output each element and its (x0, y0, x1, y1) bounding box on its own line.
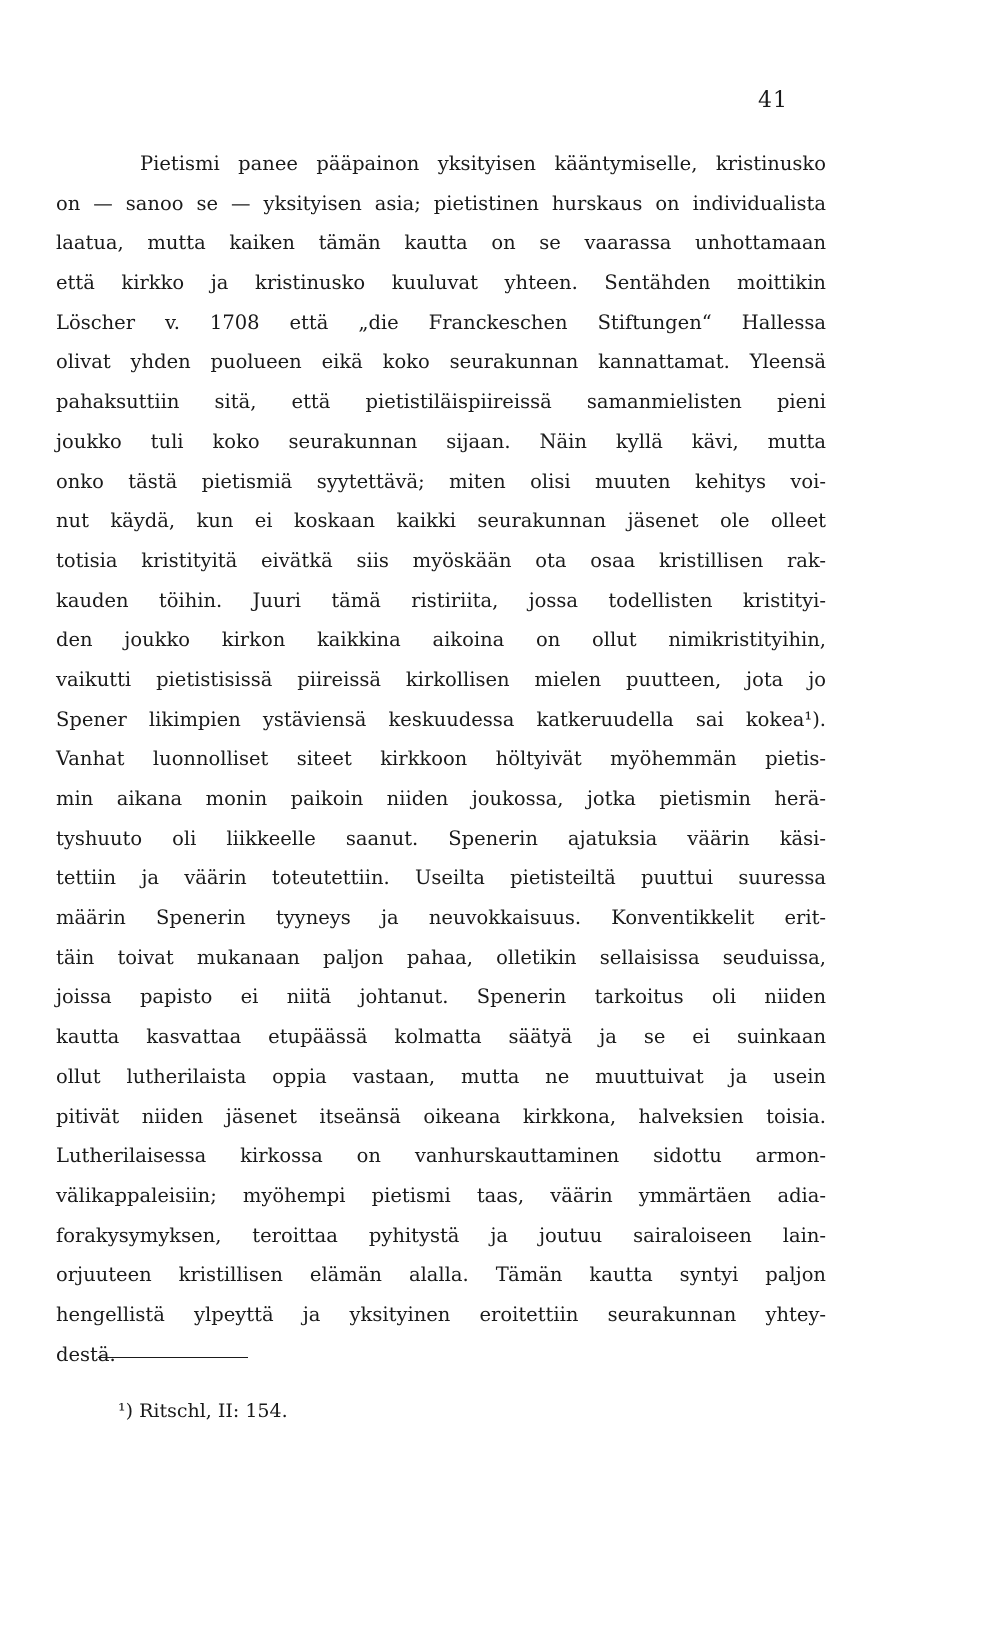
body-text (56, 144, 826, 1374)
text-line: nut käydä, kun ei koskaan kaikki seurakunnan jäsenet ole olleet (56, 509, 826, 533)
text-line: den joukko kirkon kaikkina aikoina on ollut nimikristityihin, (56, 628, 826, 652)
text-line: laatua, mutta kaiken tämän kautta on se vaarassa unhottamaan (56, 231, 826, 255)
page-number: 41 (758, 88, 788, 113)
footnote: ¹) Ritschl, II: 154. (118, 1400, 288, 1422)
text-line: kautta kasvattaa etupäässä kolmatta säätyä ja se ei suinkaan (56, 1025, 826, 1049)
text-line: täin toivat mukanaan paljon pahaa, olletikin sellaisissa seuduissa, (56, 945, 826, 969)
text-line: Spener likimpien ystäviensä keskuudessa katkeruudella sai kokea¹). (56, 707, 826, 731)
text-line: tyshuuto oli liikkeelle saanut. Spenerin ajatuksia väärin käsi- (56, 826, 826, 850)
text-line: forakysymyksen, teroittaa pyhitystä ja joutuu sairaloiseen lain- (56, 1223, 826, 1247)
text-line: Vanhat luonnolliset siteet kirkkoon höltyivät myöhemmän pietis- (56, 747, 826, 771)
text-line: olivat yhden puolueen eikä koko seurakunnan kannattamat. Yleensä (56, 350, 826, 374)
text-line: on — sanoo se — yksityisen asia; pietistinen hurskaus on individualista (56, 191, 826, 215)
text-line: pahaksuttiin sitä, että pietistiläispiireissä samanmielisten pieni (56, 390, 826, 414)
text-line: Pietismi panee pääpainon yksityisen kääntymiselle, kristinusko (140, 152, 826, 175)
text-line: että kirkko ja kristinusko kuuluvat yhteen. Sentähden moittikin (56, 271, 826, 295)
text-line: totisia kristityitä eivätkä siis myöskään ota osaa kristillisen rak- (56, 548, 826, 572)
text-line: tettiin ja väärin toteutettiin. Useilta pietisteiltä puuttui suuressa (56, 866, 826, 890)
text-line: kauden töihin. Juuri tämä ristiriita, jossa todellisten kristityi- (56, 588, 826, 612)
text-line: Löscher v. 1708 että „die Franckeschen Stiftungen“ Hallessa (56, 310, 826, 334)
text-line: hengellistä ylpeyttä ja yksityinen eroitettiin seurakunnan yhtey- (56, 1302, 826, 1326)
footnote-divider (98, 1357, 248, 1358)
text-line: joissa papisto ei niitä johtanut. Spenerin tarkoitus oli niiden (56, 985, 826, 1009)
text-line: destä. (56, 1342, 116, 1366)
text-line: ollut lutherilaista oppia vastaan, mutta ne muuttuivat ja usein (56, 1064, 826, 1088)
text-line: pitivät niiden jäsenet itseänsä oikeana kirkkona, halveksien toisia. (56, 1104, 826, 1128)
text-line: Lutherilaisessa kirkossa on vanhurskauttaminen sidottu armon- (56, 1144, 826, 1168)
text-line: välikappaleisiin; myöhempi pietismi taas, väärin ymmärtäen adia- (56, 1183, 826, 1207)
text-line: min aikana monin paikoin niiden joukossa, jotka pietismin herä- (56, 787, 826, 810)
text-line: joukko tuli koko seurakunnan sijaan. Näin kyllä kävi, mutta (56, 429, 826, 453)
text-line: onko tästä pietismiä syytettävä; miten olisi muuten kehitys voi- (56, 469, 826, 493)
text-line: määrin Spenerin tyyneys ja neuvokkaisuus. Konventikkelit erit- (56, 906, 826, 930)
text-line: vaikutti pietistisissä piireissä kirkollisen mielen puutteen, jota jo (56, 667, 826, 691)
text-line: orjuuteen kristillisen elämän alalla. Tämän kautta syntyi paljon (56, 1263, 826, 1287)
